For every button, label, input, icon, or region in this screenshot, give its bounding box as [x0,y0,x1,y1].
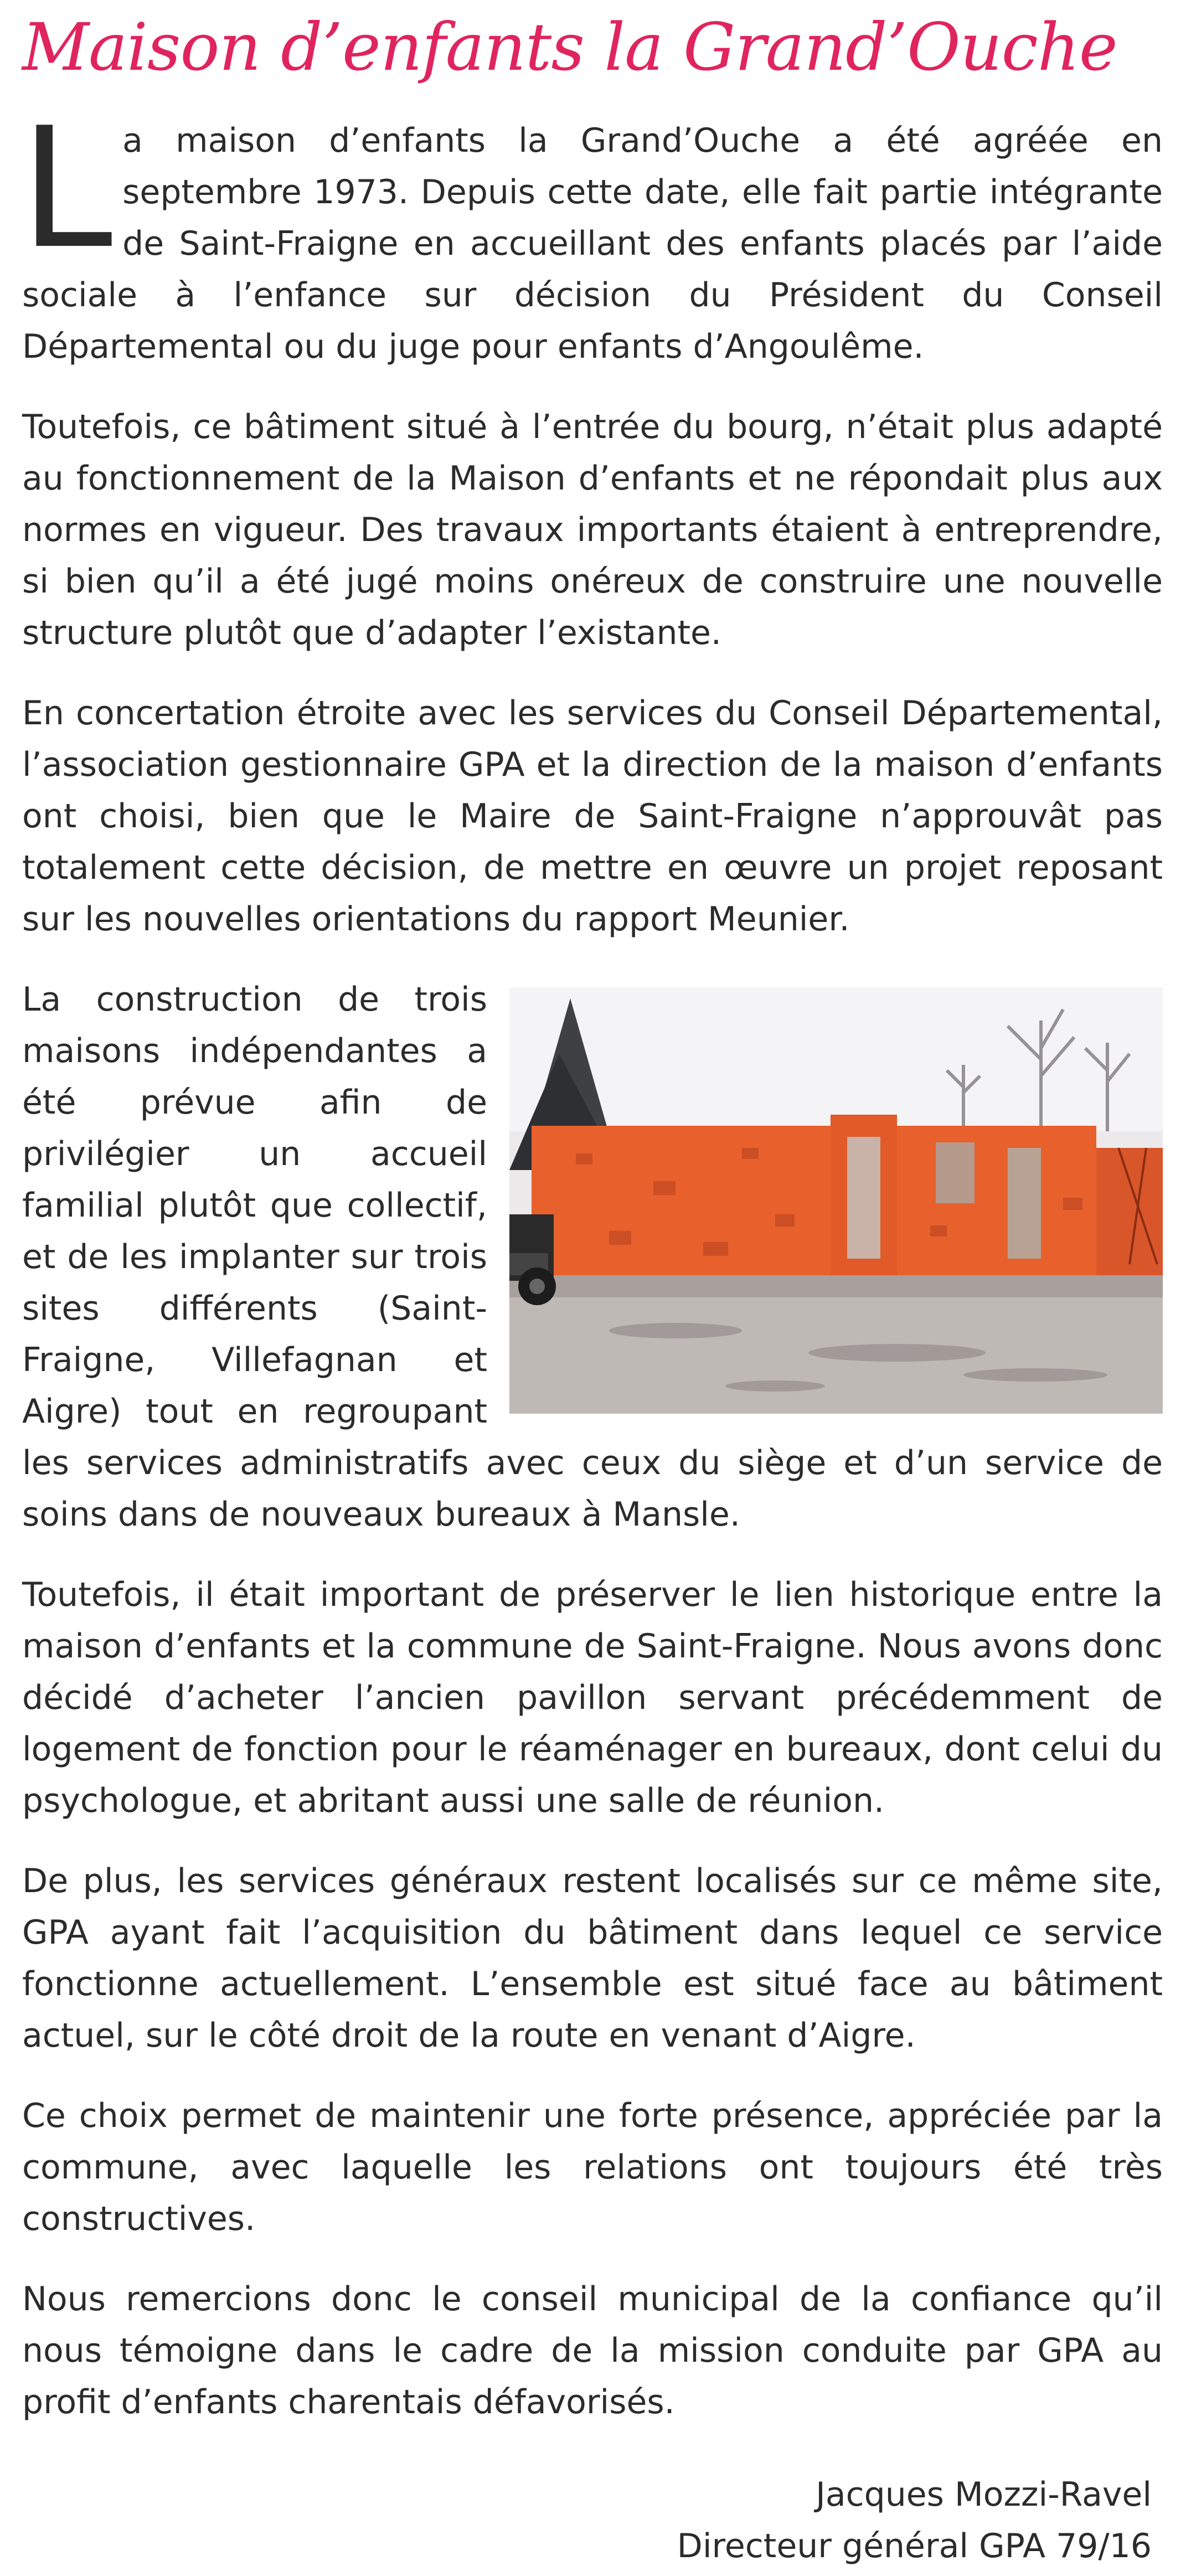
article-title: Maison d’enfants la Grand’Ouche [22,9,1117,85]
paragraph-4-with-photo [22,974,1163,1541]
paragraph-4: La construction de trois maisons indépendantes a été prévue afin de privilégier un accueil familial plutôt que collectif, et de les implanter sur trois sites différents (Saint-Fraigne, Villefagnan et Aigre) tout en regroupant les services administratifs avec ceux du siège et d’un service de soins dans de nouveaux bureaux à Mansle. [22,980,1163,1534]
signature-name: Jacques Mozzi-Ravel [816,2475,1152,2514]
paragraph-8: Nous remercions donc le conseil municipal de la confiance qu’il nous témoigne dans le cadre de la mission conduite par GPA au profit d’enfants charentais défavorisés. [22,2280,1163,2422]
construction-photo-image [509,987,1163,1414]
construction-photo [509,987,1163,1414]
paragraph-2: Toutefois, ce bâtiment situé à l’entrée du bourg, n’était plus adapté au fonctionnement de la Maison d’enfants et ne répondait plus aux normes en vigueur. Des travaux importants étaient à entreprendre, si bien qu’il a été jugé moins onéreux de construire une nouvelle structure plutôt que d’adapter l’existante. [22,408,1163,652]
paragraph-6: De plus, les services généraux restent localisés sur ce même site, GPA ayant fait l’acquisition du bâtiment dans lequel ce service fonctionne actuellement. L’ensemble est situé face au bâtiment actuel, sur le côté droit de la route en venant d’Aigre. [22,1862,1163,2055]
drop-cap: L [20,92,113,285]
paragraph-7: Ce choix permet de maintenir une forte présence, appréciée par la commune, avec laquelle les relations ont toujours été très constructives. [22,2096,1163,2238]
paragraph-1-text: a maison d’enfants la Grand’Ouche a été agréée en septembre 1973. Depuis cette date, elle fait partie intégrante de Saint-Fraigne en accueillant des enfants placés par l’aide sociale à l’enfance sur décision du Président du Conseil Départemental ou du juge pour enfants d’Angoulême. [22,121,1163,366]
signature-role: Directeur général GPA 79/16 [677,2527,1152,2565]
paragraph-5: Toutefois, il était important de préserver le lien historique entre la maison d’enfants et la commune de Saint-Fraigne. Nous avons donc décidé d’acheter l’ancien pavillon servant précédemment de logement de fonction pour le réaménager en bureaux, dont celui du psychologue, et abritant aussi une salle de réunion. [22,1575,1163,1820]
paragraph-1 [20,92,1163,373]
signature [22,2469,1163,2572]
article [22,0,1163,2572]
paragraph-3: En concertation étroite avec les services du Conseil Départemental, l’association gestionnaire GPA et la direction de la maison d’enfants ont choisi, bien que le Maire de Saint-Fraigne n’approuvât pas totalement cette décision, de mettre en œuvre un projet reposant sur les nouvelles orientations du rapport Meunier. [22,694,1163,939]
